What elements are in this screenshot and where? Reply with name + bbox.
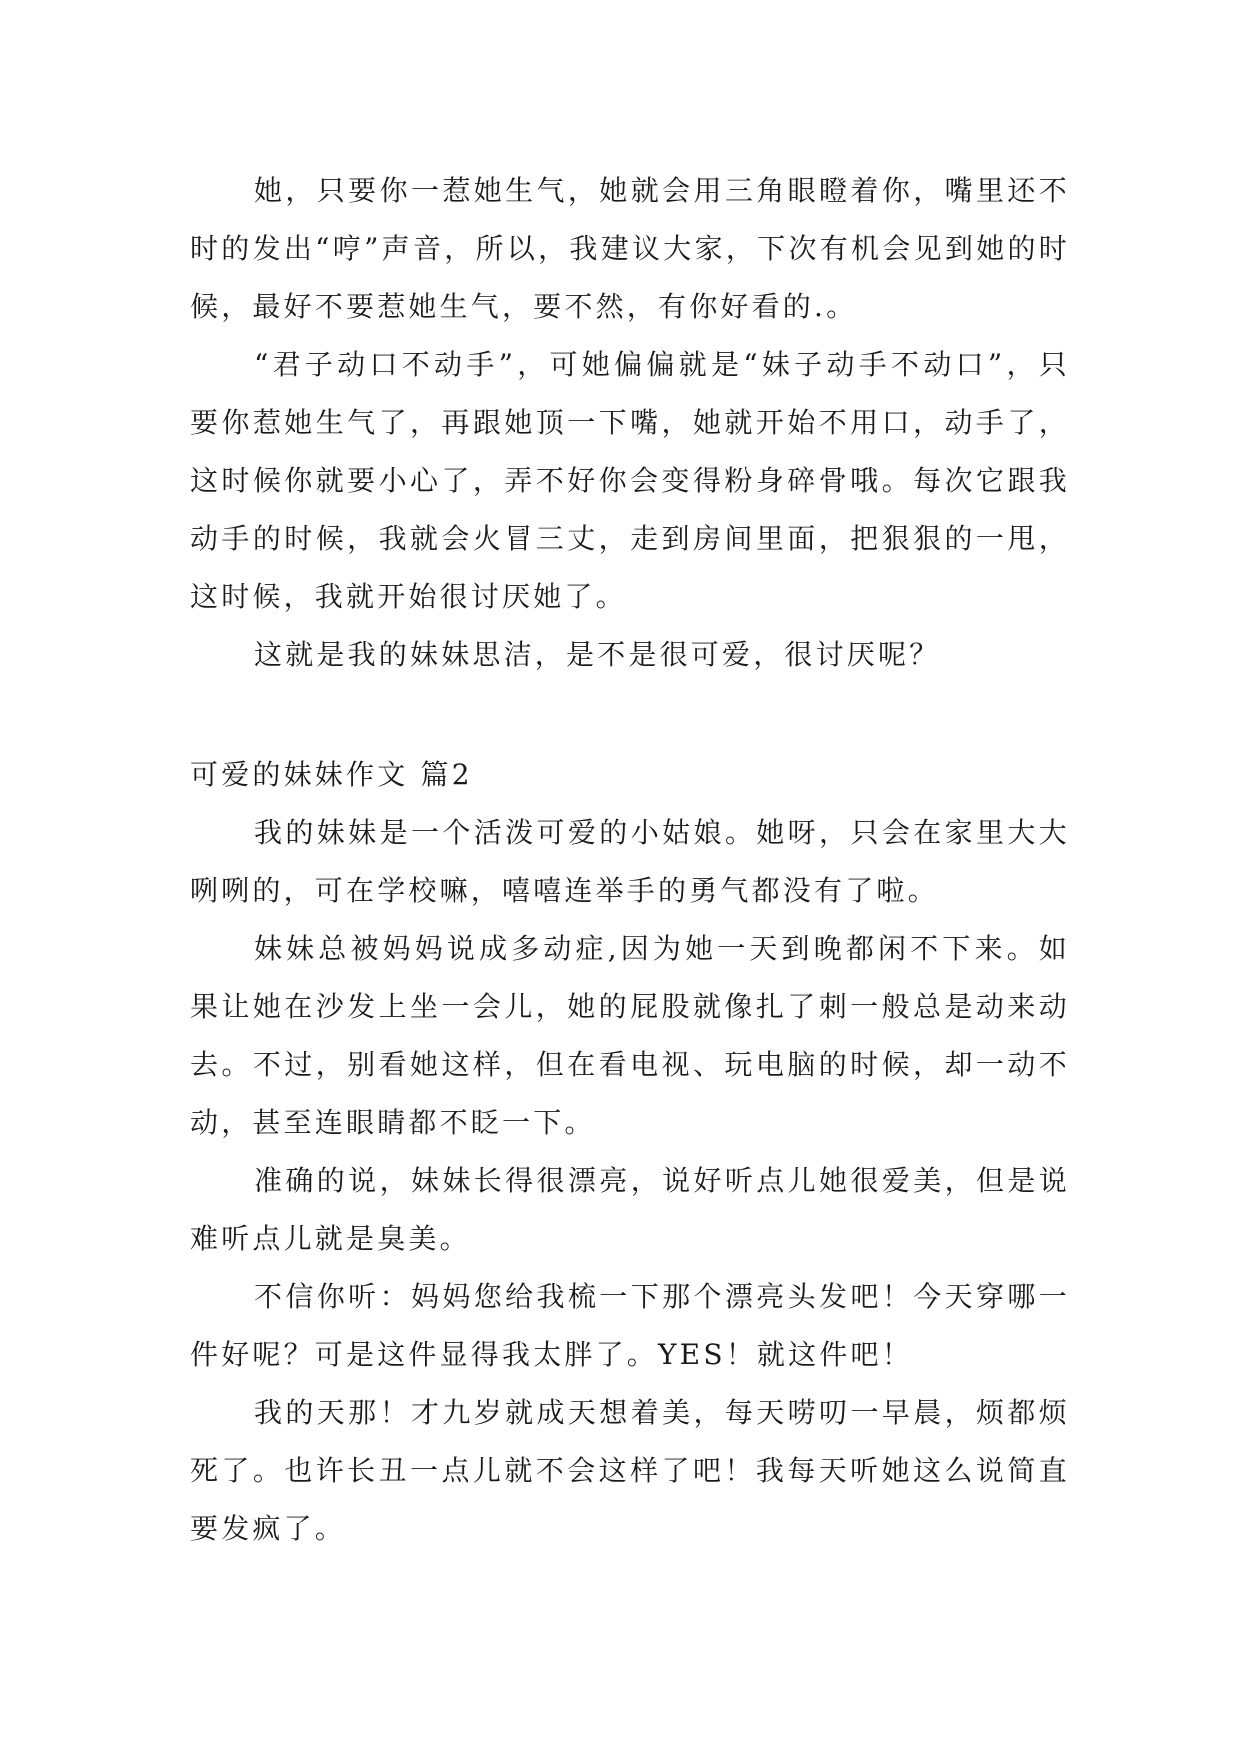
- paragraph: 我的天那！才九岁就成天想着美，每天唠叨一早晨，烦都烦死了。也许长丑一点儿就不会这样了吧！我每天听她这么说简直要发疯了。: [190, 1396, 1070, 1545]
- paragraph: 准确的说，妹妹长得很漂亮，说好听点儿她很爱美，但是说难听点儿就是臭美。: [190, 1164, 1070, 1255]
- paragraph: 我的妹妹是一个活泼可爱的小姑娘。她呀，只会在家里大大咧咧的，可在学校嘛，嘻嘻连举手的勇气都没有了啦。: [190, 816, 1070, 907]
- paragraph: “君子动口不动手”，可她偏偏就是“妹子动手不动口”，只要你惹她生气了，再跟她顶一下嘴，她就开始不用口，动手了，这时候你就要小心了，弄不好你会变得粉身碎骨哦。每次它跟我动手的时候，我就会火冒三丈，走到房间里面，把狠狠的一甩，这时候，我就开始很讨厌她了。: [190, 348, 1070, 613]
- document-body: [190, 162, 1070, 1558]
- paragraph: 不信你听：妈妈您给我梳一下那个漂亮头发吧！今天穿哪一件好呢？可是这件显得我太胖了。YES！就这件吧！: [190, 1280, 1070, 1371]
- paragraph: 她，只要你一惹她生气，她就会用三角眼瞪着你，嘴里还不时的发出“哼”声音，所以，我建议大家，下次有机会见到她的时候，最好不要惹她生气，要不然，有你好看的.。: [190, 174, 1070, 323]
- section-heading: 可爱的妹妹作文 篇2: [190, 758, 473, 791]
- paragraph: 这就是我的妹妹思洁，是不是很可爱，很讨厌呢？: [254, 638, 941, 671]
- paragraph: 妹妹总被妈妈说成多动症,因为她一天到晚都闲不下来。如果让她在沙发上坐一会儿，她的屁股就像扎了刺一般总是动来动去。不过，别看她这样，但在看电视、玩电脑的时候，却一动不动，甚至连眼睛都不眨一下。: [190, 932, 1070, 1139]
